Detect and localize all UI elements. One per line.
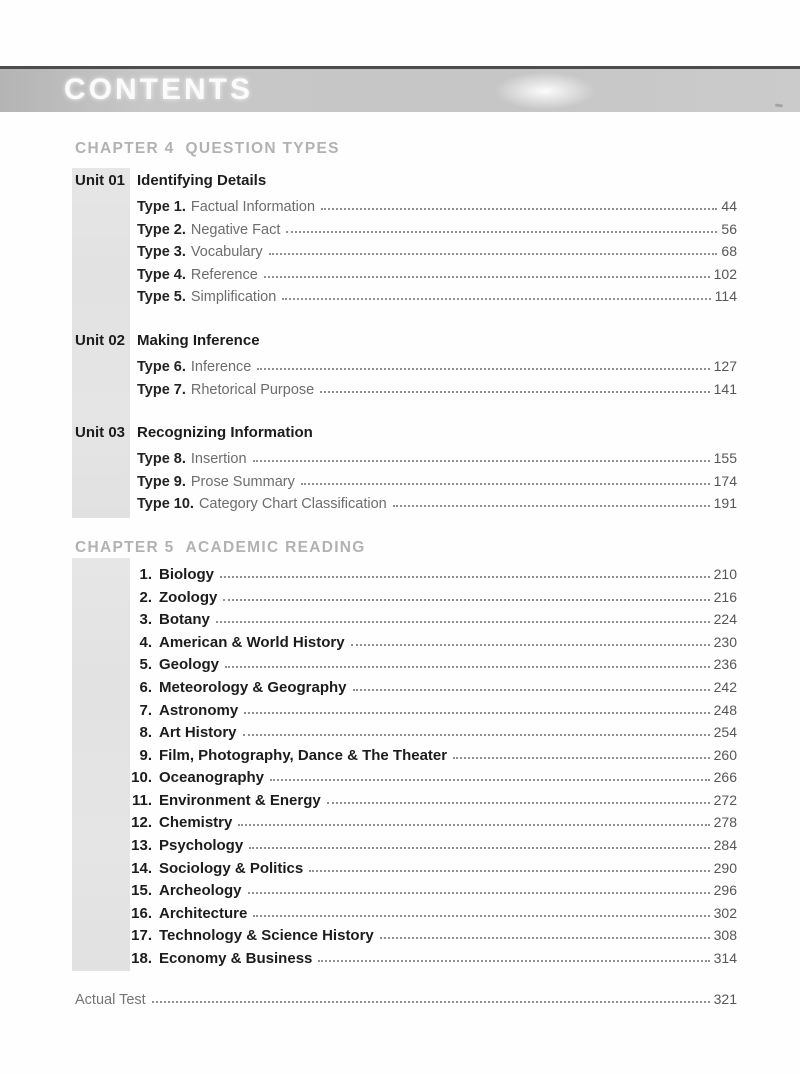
page-number: 155 <box>713 450 737 467</box>
actual-test-entry <box>75 988 737 1011</box>
chapter4-section <box>75 170 737 515</box>
page-number: 266 <box>713 769 737 786</box>
page-number: 141 <box>713 380 737 397</box>
item-number: 2. <box>139 588 152 606</box>
item-title: Geology <box>159 656 220 674</box>
item-number: 10. <box>131 769 152 787</box>
item-title: Astronomy <box>159 701 239 719</box>
entry-prefix: Type 2. <box>137 221 186 238</box>
item-number: 12. <box>131 814 152 832</box>
entry-prefix: Type 1. <box>137 199 186 215</box>
toc-entry <box>75 902 737 925</box>
item-title: Botany <box>159 611 210 629</box>
dot-leader <box>353 689 710 691</box>
toc-entry <box>75 834 737 857</box>
item-number: 16. <box>131 904 152 922</box>
dot-leader <box>351 644 710 646</box>
chapter5-label: CHAPTER 5 <box>75 538 175 556</box>
page-number: 260 <box>713 746 737 763</box>
dot-leader <box>152 1001 710 1003</box>
toc-entry <box>75 924 737 947</box>
entry-title: Prose Summary <box>190 473 295 490</box>
page-number: 321 <box>713 990 737 1007</box>
item-title: American & World History <box>159 633 345 651</box>
dot-leader <box>225 666 710 668</box>
toc-entry <box>75 879 737 902</box>
unit-label: Unit 01 <box>75 172 126 189</box>
chapter5-heading <box>75 539 737 557</box>
item-title: Art History <box>159 724 237 742</box>
page-number: 302 <box>713 904 737 921</box>
page-number: 290 <box>713 859 737 876</box>
toc-entry <box>137 240 737 263</box>
dot-leader <box>253 460 710 462</box>
page-number: 210 <box>713 565 737 582</box>
toc-entry <box>75 631 737 654</box>
entry-title: Negative Fact <box>190 221 281 238</box>
toc-entry <box>137 195 737 218</box>
dot-leader <box>393 505 710 507</box>
toc-entry <box>75 653 737 676</box>
item-number: 17. <box>131 927 152 945</box>
item-title: Archeology <box>159 882 242 900</box>
page-number: 68 <box>721 243 737 260</box>
toc-entry <box>75 721 737 744</box>
item-number: 15. <box>131 882 152 900</box>
chapter4-heading <box>75 140 737 158</box>
toc-entry <box>137 378 737 401</box>
item-title: Technology & Science History <box>159 927 374 945</box>
dot-leader <box>223 599 709 601</box>
item-column-background <box>72 558 130 971</box>
item-title: Psychology <box>159 837 244 855</box>
dot-leader <box>321 208 717 210</box>
entry-title: Factual Information <box>190 199 316 215</box>
dot-leader <box>309 870 709 872</box>
item-number: 18. <box>131 950 152 968</box>
dot-leader <box>216 621 710 623</box>
page-number: 308 <box>713 927 737 944</box>
item-title: Biology <box>159 565 214 583</box>
dot-leader <box>286 231 717 233</box>
page-number: 230 <box>713 633 737 650</box>
item-title: Economy & Business <box>159 950 313 968</box>
dot-leader <box>269 253 718 255</box>
page-number: 314 <box>713 950 737 967</box>
unit-header <box>75 422 737 447</box>
unit-header <box>75 170 737 195</box>
chapter4-label: CHAPTER 4 <box>75 140 175 157</box>
dot-leader <box>238 824 709 826</box>
toc-entry <box>75 789 737 812</box>
toc-entry <box>75 857 737 880</box>
unit-group <box>75 170 737 308</box>
entry-prefix: Type 6. <box>137 358 186 375</box>
entry-title: Inference <box>190 358 252 375</box>
page-number: 278 <box>713 814 737 831</box>
toc-entry <box>137 492 737 515</box>
toc-entry <box>75 766 737 789</box>
page-number: 242 <box>713 678 737 695</box>
item-title: Environment & Energy <box>159 791 321 809</box>
item-number: 14. <box>131 859 152 877</box>
dot-leader <box>243 734 710 736</box>
chapter5-section <box>75 563 737 970</box>
chapter4-title: QUESTION TYPES <box>185 140 340 157</box>
unit-title: Recognizing Information <box>137 424 313 442</box>
page-number: 127 <box>713 357 737 374</box>
dot-leader <box>301 483 710 485</box>
page-number: 216 <box>713 588 737 605</box>
toc-entry <box>75 563 737 586</box>
dot-leader <box>282 298 710 300</box>
dot-leader <box>320 391 709 393</box>
dot-leader <box>253 915 709 917</box>
chapter5-title: ACADEMIC READING <box>185 538 366 556</box>
item-number: 5. <box>139 656 152 674</box>
page-number: 296 <box>713 882 737 899</box>
item-number: 1. <box>139 565 152 583</box>
toc-entry <box>75 608 737 631</box>
contents-banner <box>0 66 800 112</box>
toc-entry <box>137 355 737 378</box>
unit-header <box>75 330 737 355</box>
item-title: Meteorology & Geography <box>159 678 347 696</box>
entry-title: Rhetorical Purpose <box>190 381 315 398</box>
entry-title: Category Chart Classification <box>198 496 387 513</box>
item-title: Architecture <box>159 904 248 922</box>
toc-entry <box>75 947 737 970</box>
page-number: 102 <box>713 265 737 282</box>
toc-entry <box>75 586 737 609</box>
dot-leader <box>249 847 709 849</box>
dot-leader <box>264 276 710 278</box>
dot-leader <box>327 802 710 804</box>
unit-title: Making Inference <box>137 331 260 349</box>
entry-prefix: Type 10. <box>137 496 194 513</box>
toc-entry <box>137 285 737 308</box>
toc-entry <box>137 447 737 470</box>
item-title: Sociology & Politics <box>159 859 304 877</box>
item-number: 8. <box>139 724 152 742</box>
toc-entry <box>137 218 737 241</box>
toc-entry <box>75 676 737 699</box>
page-number: 44 <box>721 198 737 214</box>
entry-title: Vocabulary <box>190 244 263 261</box>
item-title: Zoology <box>159 588 218 606</box>
unit-label: Unit 02 <box>75 331 126 349</box>
page-number: 248 <box>713 701 737 718</box>
toc-entry <box>75 699 737 722</box>
page-number: 284 <box>713 837 737 854</box>
entry-prefix: Type 3. <box>137 244 186 261</box>
page-number: 236 <box>713 656 737 673</box>
item-number: 4. <box>139 633 152 651</box>
item-title: Oceanography <box>159 769 265 787</box>
item-title: Film, Photography, Dance & The Theater <box>159 746 448 764</box>
unit-label: Unit 03 <box>75 424 126 442</box>
dot-leader <box>380 937 710 939</box>
item-number: 11. <box>131 791 152 809</box>
toc-content <box>75 140 737 1010</box>
dot-leader <box>244 712 709 714</box>
entry-prefix: Type 5. <box>137 289 186 306</box>
entry-prefix: Type 7. <box>137 381 186 398</box>
page-number: 254 <box>713 724 737 741</box>
dot-leader <box>270 779 710 781</box>
contents-banner-title: CONTENTS <box>64 73 253 106</box>
toc-entry <box>75 744 737 767</box>
item-number: 13. <box>131 837 152 855</box>
page-number: 191 <box>713 495 737 512</box>
toc-entry <box>137 263 737 286</box>
toc-entry <box>137 470 737 493</box>
unit-group <box>75 330 737 400</box>
dot-leader <box>318 960 709 962</box>
page-number: 114 <box>714 288 737 305</box>
toc-entry <box>75 811 737 834</box>
item-number: 6. <box>139 678 152 696</box>
item-number: 9. <box>139 746 152 764</box>
entry-prefix: Type 9. <box>137 473 186 490</box>
page-number: 272 <box>713 791 737 808</box>
page-number: 174 <box>713 472 737 489</box>
entry-title: Simplification <box>190 289 277 306</box>
dot-leader <box>453 757 710 759</box>
unit-group <box>75 422 737 515</box>
dot-leader <box>257 368 709 370</box>
unit-title: Identifying Details <box>137 172 267 189</box>
page-number: 56 <box>721 220 737 237</box>
dot-leader <box>248 892 710 894</box>
entry-title: Reference <box>190 266 258 283</box>
item-number: 7. <box>139 701 152 719</box>
entry-prefix: Type 8. <box>137 451 186 468</box>
page-number: 224 <box>713 611 737 628</box>
entry-prefix: Type 4. <box>137 266 186 283</box>
dot-leader <box>220 576 710 578</box>
actual-test-label: Actual Test <box>75 991 146 1008</box>
entry-title: Insertion <box>190 451 247 468</box>
item-title: Chemistry <box>159 814 233 832</box>
item-number: 3. <box>139 611 152 629</box>
